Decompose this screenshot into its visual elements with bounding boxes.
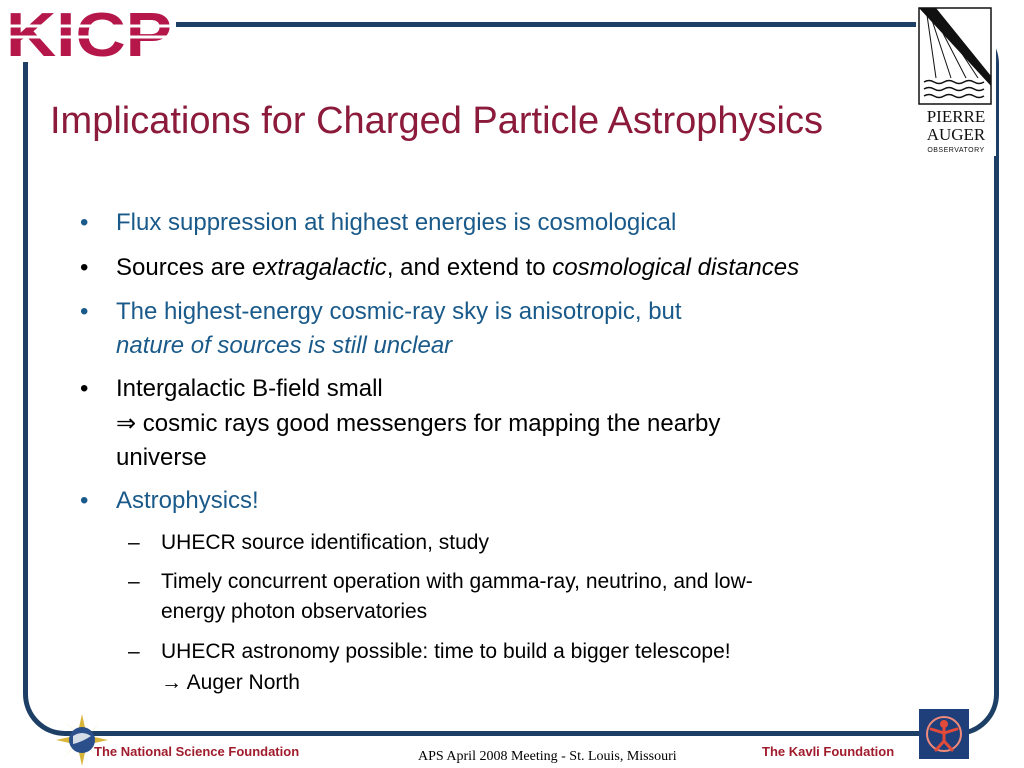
footer-kavli: The Kavli Foundation xyxy=(762,744,895,759)
kicp-logo xyxy=(4,4,176,62)
bullet-marker: • xyxy=(80,209,89,236)
subbullet-marker: – xyxy=(128,531,140,554)
pierre-auger-logo xyxy=(916,6,996,156)
bullet-text: Sources are xyxy=(116,254,253,281)
bullet-item: Intergalactic B-field small xyxy=(116,375,383,402)
subbullet-item: UHECR source identification, study xyxy=(161,531,489,554)
bullet-item: The highest-energy cosmic-ray sky is anisotropic, but xyxy=(116,298,682,325)
subbullet-marker: – xyxy=(128,570,140,593)
cosmic-ray-shower-icon xyxy=(916,6,996,106)
bullet-text: cosmic rays good messengers for mapping the nearby xyxy=(136,410,721,437)
footer-nsf: The National Science Foundation xyxy=(94,744,300,759)
bullet-marker: • xyxy=(80,254,89,281)
footer-event: APS April 2008 Meeting - St. Louis, Missouri xyxy=(418,749,677,764)
subbullet-item-continuation: energy photon observatories xyxy=(161,600,428,623)
auger-logo-line2: AUGER xyxy=(926,125,986,144)
subbullet-marker: – xyxy=(128,640,140,663)
bullet-item-continuation: nature of sources is still unclear xyxy=(116,332,453,359)
subbullet-item: Timely concurrent operation with gamma-ray, neutrino, and low- xyxy=(161,570,753,593)
bullet-text: Auger North xyxy=(182,671,300,694)
bullet-item-continuation: universe xyxy=(116,444,207,471)
bullet-item: Astrophysics! xyxy=(116,487,259,514)
right-arrow-icon: → xyxy=(161,671,182,694)
bullet-emphasis: cosmological distances xyxy=(552,254,800,281)
bullet-item-continuation xyxy=(116,407,720,441)
bullet-text: , and extend to xyxy=(386,254,553,281)
bullet-item: Flux suppression at highest energies is cosmological xyxy=(116,209,677,236)
bullet-emphasis: extragalactic xyxy=(252,254,387,281)
bullet-marker: • xyxy=(80,487,89,514)
kavli-logo xyxy=(919,709,969,759)
slide-title: Implications for Charged Particle Astrophysics xyxy=(50,100,823,142)
svg-text:KICP: KICP xyxy=(6,4,172,62)
auger-logo-line1: PIERRE xyxy=(926,107,986,126)
bullet-marker: • xyxy=(80,298,89,325)
subbullet-item-continuation xyxy=(161,668,300,698)
bullet-marker: • xyxy=(80,375,89,402)
kavli-figure-icon xyxy=(919,709,969,759)
subbullet-item: UHECR astronomy possible: time to build a bigger telescope! xyxy=(161,640,731,663)
implies-arrow-icon: ⇒ xyxy=(116,410,137,437)
bullet-item xyxy=(116,251,799,285)
auger-logo-line3: OBSERVATORY xyxy=(927,147,985,154)
